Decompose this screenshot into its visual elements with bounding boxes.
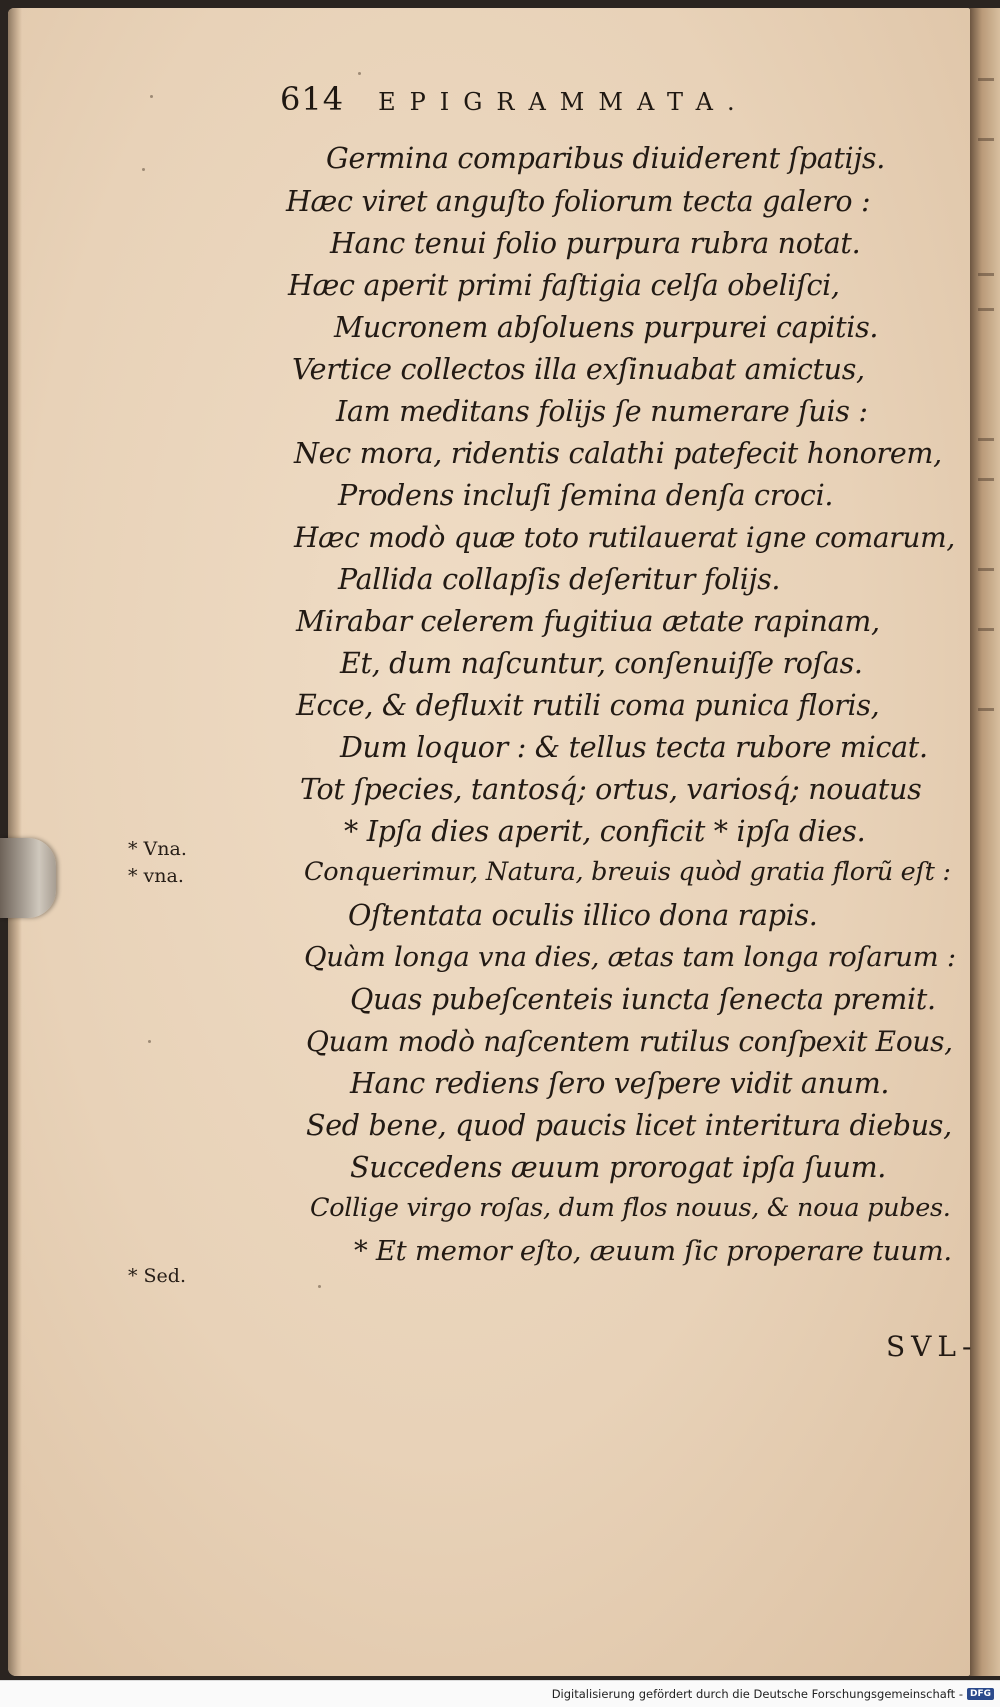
verse-line: Hæc modò quæ toto rutilauerat igne comarum, (294, 521, 955, 554)
margin-note: * vna. (128, 865, 184, 887)
verse-line: Vertice collectos illa exſinuabat amictus, (292, 353, 865, 386)
verse-line: Hanc tenui folio purpura rubra notat. (330, 227, 861, 260)
verse-line: Quàm longa vna dies, ætas tam longa roſarum : (304, 941, 956, 973)
verse-line: Iam meditans folijs ſe numerare ſuis : (336, 395, 868, 428)
verse-line: Conquerimur, Natura, breuis quòd gratia florũ eſt : (304, 857, 951, 887)
book-clamp (0, 838, 56, 918)
verse-line: Quam modò naſcentem rutilus conſpexit Eous, (306, 1025, 953, 1058)
verse-line: * Et memor eſto, æuum ſic properare tuum. (354, 1235, 952, 1267)
verse-line: * Ipſa dies aperit, conficit * ipſa dies. (344, 815, 866, 848)
page-number: 614 (280, 80, 345, 118)
footer-credit: Digitalisierung gefördert durch die Deutsche Forschungsgemeinschaft - (551, 1687, 963, 1701)
margin-note: * Vna. (128, 838, 187, 860)
running-head: EPIGRAMMATA. (378, 88, 749, 116)
verse-line: Succedens æuum prorogat ipſa ſuum. (350, 1151, 887, 1184)
verse-line: Mirabar celerem fugitiua ætate rapinam, (296, 605, 880, 638)
verse-line: Pallida collapſis deſeritur folijs. (338, 563, 781, 596)
page-header (280, 80, 749, 130)
digitization-footer (0, 1680, 1000, 1707)
verse-line: Prodens incluſi ſemina denſa croci. (338, 479, 834, 512)
verse-line: Hæc aperit primi faſtigia celſa obeliſci, (288, 269, 840, 302)
margin-note: * Sed. (128, 1265, 187, 1287)
verse-line: Oſtentata oculis illico dona rapis. (348, 899, 818, 932)
catchword: SVL- (886, 1330, 978, 1363)
verse-line: Et, dum naſcuntur, conſenuiſſe roſas. (340, 647, 863, 680)
verse-line: Mucronem abſoluens purpurei capitis. (334, 311, 879, 344)
verse-line: Germina comparibus diuiderent ſpatijs. (326, 142, 885, 175)
verse-line: Dum loquor : & tellus tecta rubore micat. (340, 731, 928, 764)
dfg-logo-icon: DFG (967, 1688, 994, 1700)
adjacent-page-edge (970, 8, 1000, 1676)
verse-line: Hæc viret anguſto foliorum tecta galero : (286, 185, 871, 218)
verse-line: Ecce, & defluxit rutili coma punica floris, (296, 689, 880, 722)
verse-line: Collige virgo roſas, dum flos nouus, & noua pubes. (310, 1193, 951, 1223)
verse-line: Hanc rediens ſero veſpere vidit anum. (350, 1067, 890, 1100)
verse-line: Tot ſpecies, tantosq́; ortus, variosq́; nouatus (300, 773, 922, 806)
verse-line: Quas pubeſcenteis iuncta ſenecta premit. (350, 983, 936, 1016)
verse-line: Sed bene, quod paucis licet interitura diebus, (306, 1109, 952, 1142)
verse-line: Nec mora, ridentis calathi patefecit honorem, (294, 437, 942, 470)
